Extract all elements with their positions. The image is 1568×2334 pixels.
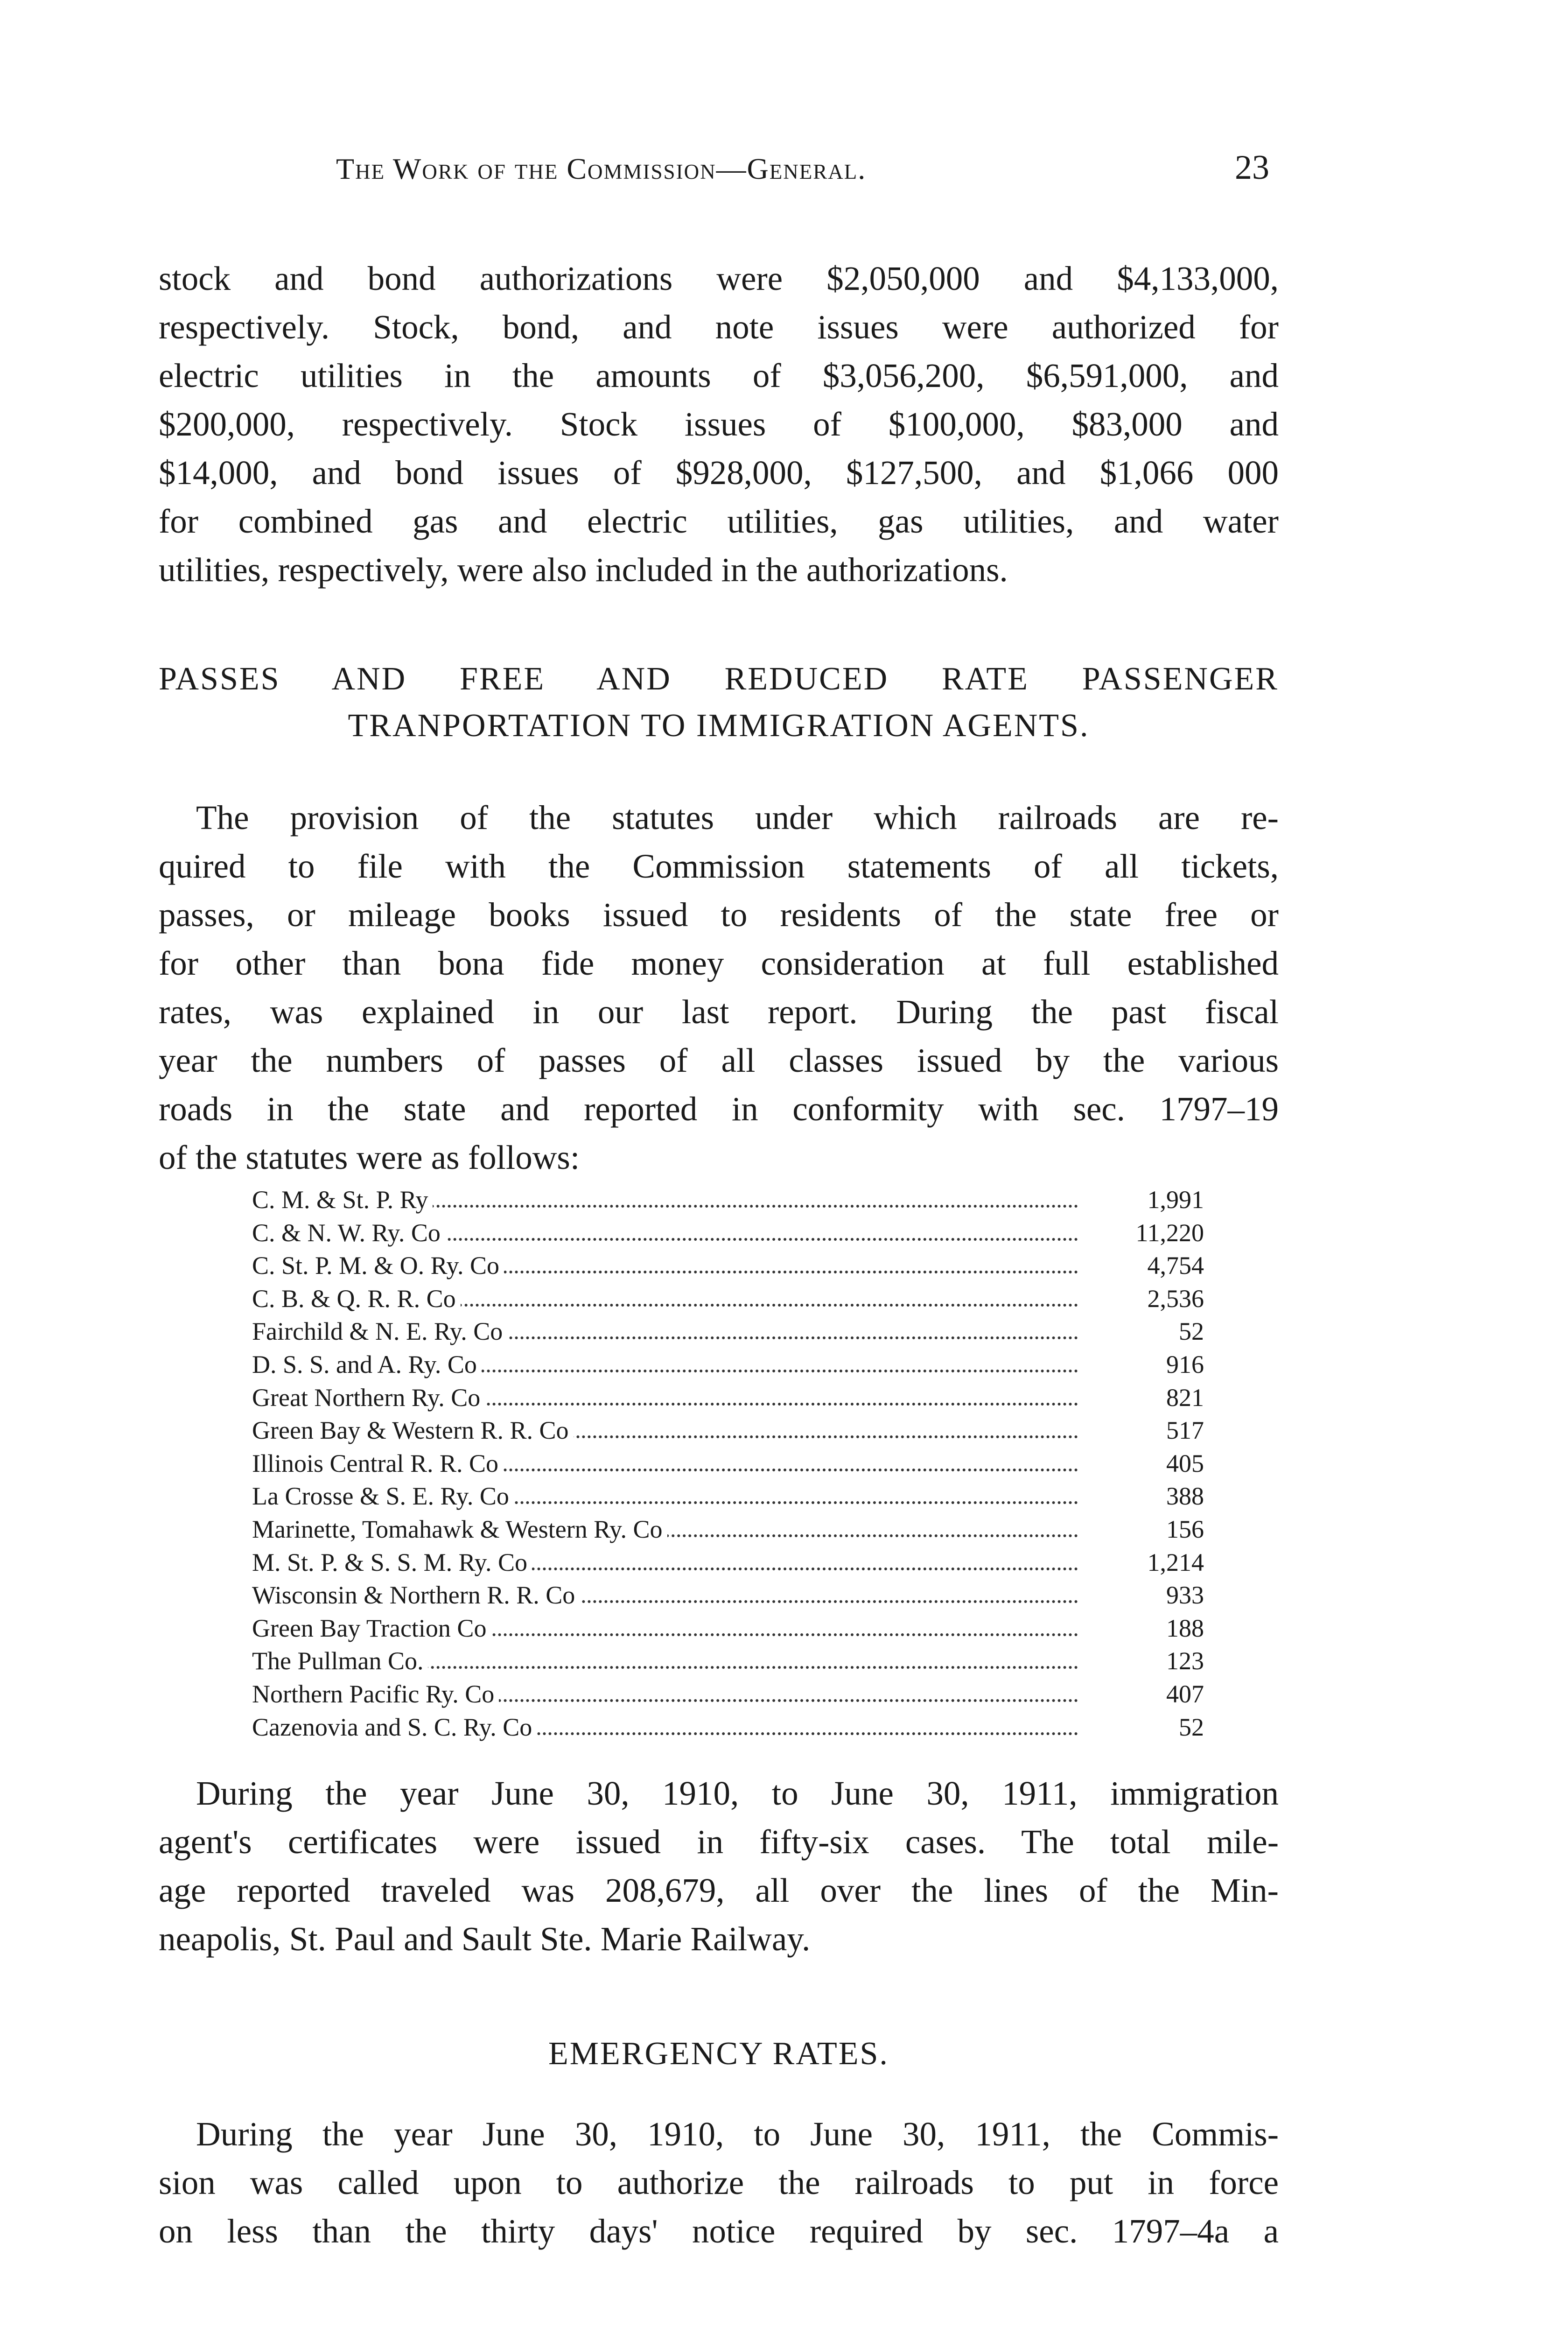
pass-count: 52 <box>1179 1317 1204 1346</box>
text-line: quired to file with the Commission statements of all tickets, <box>159 847 1279 885</box>
text-line: roads in the state and reported in conformity with sec. 1797–19 <box>159 1090 1279 1128</box>
text-line: The provision of the statutes under which railroads are re- <box>196 799 1279 837</box>
table-row <box>252 1513 1204 1546</box>
railroad-name: C. B. & Q. R. R. Co <box>252 1282 1087 1315</box>
pass-count: 4,754 <box>1147 1251 1204 1280</box>
pass-count: 188 <box>1166 1614 1204 1642</box>
text-line: sion was called upon to authorize the railroads to put in force <box>159 2164 1279 2201</box>
table-row <box>252 1579 1204 1612</box>
pass-count: 11,220 <box>1135 1218 1204 1247</box>
table-row <box>252 1711 1204 1744</box>
pass-count: 916 <box>1166 1350 1204 1378</box>
passes-table <box>252 1183 1204 1743</box>
table-row <box>252 1447 1204 1480</box>
pass-count: 2,536 <box>1147 1284 1204 1313</box>
running-head <box>159 148 1279 198</box>
text-line: utilities, respectively, were also included in the authorizations. <box>159 551 1008 589</box>
table-row <box>252 1678 1204 1711</box>
text-line: $200,000, respectively. Stock issues of $100,000, $83,000 and <box>159 405 1279 443</box>
table-row <box>252 1216 1204 1250</box>
heading-line: PASSES AND FREE AND REDUCED RATE PASSENGER <box>159 661 1279 697</box>
pass-count: 821 <box>1166 1383 1204 1412</box>
railroad-name: Green Bay & Western R. R. Co <box>252 1414 1087 1447</box>
text-line: passes, or mileage books issued to residents of the state free or <box>159 896 1279 934</box>
text-line: for combined gas and electric utilities, gas utilities, and water <box>159 502 1279 540</box>
paragraph-emergency <box>159 2110 1279 2256</box>
text-line: electric utilities in the amounts of $3,056,200, $6,591,000, and <box>159 357 1279 394</box>
table-row <box>252 1480 1204 1513</box>
table-row <box>252 1315 1204 1348</box>
railroad-name: C. & N. W. Ry. Co <box>252 1216 1087 1249</box>
text-line: neapolis, St. Paul and Sault Ste. Marie Railway. <box>159 1920 811 1958</box>
table-row <box>252 1282 1204 1315</box>
section-heading-passes <box>159 656 1279 749</box>
railroad-name: La Crosse & S. E. Ry. Co <box>252 1480 1087 1512</box>
text-line: $14,000, and bond issues of $928,000, $127,500, and $1,066 000 <box>159 454 1279 492</box>
railroad-name: Wisconsin & Northern R. R. Co <box>252 1579 1087 1611</box>
page-number: 23 <box>1235 148 1269 187</box>
paragraph-continuation <box>159 254 1279 594</box>
railroad-name: C. St. P. M. & O. Ry. Co <box>252 1249 1087 1282</box>
table-row <box>252 1612 1204 1645</box>
text-line: on less than the thirty days' notice required by sec. 1797–4a a <box>159 2212 1279 2250</box>
text-line: During the year June 30, 1910, to June 30, 1911, the Commis- <box>196 2115 1279 2153</box>
railroad-name: The Pullman Co. <box>252 1645 1087 1677</box>
section-heading-emergency <box>159 2031 1279 2077</box>
table-row <box>252 1414 1204 1447</box>
text-line: year the numbers of passes of all classes issued by the various <box>159 1041 1279 1079</box>
railroad-name: Great Northern Ry. Co <box>252 1381 1087 1414</box>
text-line: of the statutes were as follows: <box>159 1139 580 1176</box>
railroad-name: M. St. P. & S. S. M. Ry. Co <box>252 1546 1087 1579</box>
pass-count: 52 <box>1179 1713 1204 1741</box>
heading-line: TRANPORTATION TO IMMIGRATION AGENTS. <box>348 708 1090 744</box>
text-line: During the year June 30, 1910, to June 30, 1911, immigration <box>196 1774 1279 1812</box>
pass-count: 407 <box>1166 1680 1204 1708</box>
railroad-name: Illinois Central R. R. Co <box>252 1447 1087 1480</box>
pass-count: 388 <box>1166 1482 1204 1511</box>
table-row <box>252 1249 1204 1282</box>
railroad-name: C. M. & St. P. Ry <box>252 1183 1087 1216</box>
railroad-name: Fairchild & N. E. Ry. Co <box>252 1315 1087 1348</box>
railroad-name: Marinette, Tomahawk & Western Ry. Co <box>252 1513 1087 1546</box>
pass-count: 123 <box>1166 1647 1204 1675</box>
pass-count: 933 <box>1166 1581 1204 1610</box>
text-line: rates, was explained in our last report. During the past fiscal <box>159 993 1279 1031</box>
document-page <box>159 0 1279 2334</box>
railroad-name: Cazenovia and S. C. Ry. Co <box>252 1711 1087 1743</box>
text-line: for other than bona fide money consideration at full established <box>159 944 1279 982</box>
pass-count: 517 <box>1166 1416 1204 1445</box>
railroad-name: Northern Pacific Ry. Co <box>252 1678 1087 1710</box>
table-row <box>252 1348 1204 1381</box>
railroad-name: D. S. S. and A. Ry. Co <box>252 1348 1087 1381</box>
text-line: respectively. Stock, bond, and note issues were authorized for <box>159 308 1279 346</box>
table-row <box>252 1546 1204 1579</box>
pass-count: 156 <box>1166 1515 1204 1543</box>
railroad-name: Green Bay Traction Co <box>252 1612 1087 1645</box>
paragraph-immigration <box>159 1769 1279 1963</box>
text-line: age reported traveled was 208,679, all over the lines of the Min- <box>159 1871 1279 1909</box>
pass-count: 1,991 <box>1147 1186 1204 1214</box>
table-row <box>252 1183 1204 1216</box>
pass-count: 1,214 <box>1147 1548 1204 1576</box>
pass-count: 405 <box>1166 1449 1204 1477</box>
text-line: stock and bond authorizations were $2,050,000 and $4,133,000, <box>159 260 1279 297</box>
running-title: The Work of the Commission—General. <box>336 152 867 185</box>
text-line: agent's certificates were issued in fifty-six cases. The total mile- <box>159 1823 1279 1861</box>
heading-line: EMERGENCY RATES. <box>548 2036 889 2072</box>
paragraph-passes <box>159 794 1279 1182</box>
table-row <box>252 1381 1204 1414</box>
table-row <box>252 1645 1204 1678</box>
